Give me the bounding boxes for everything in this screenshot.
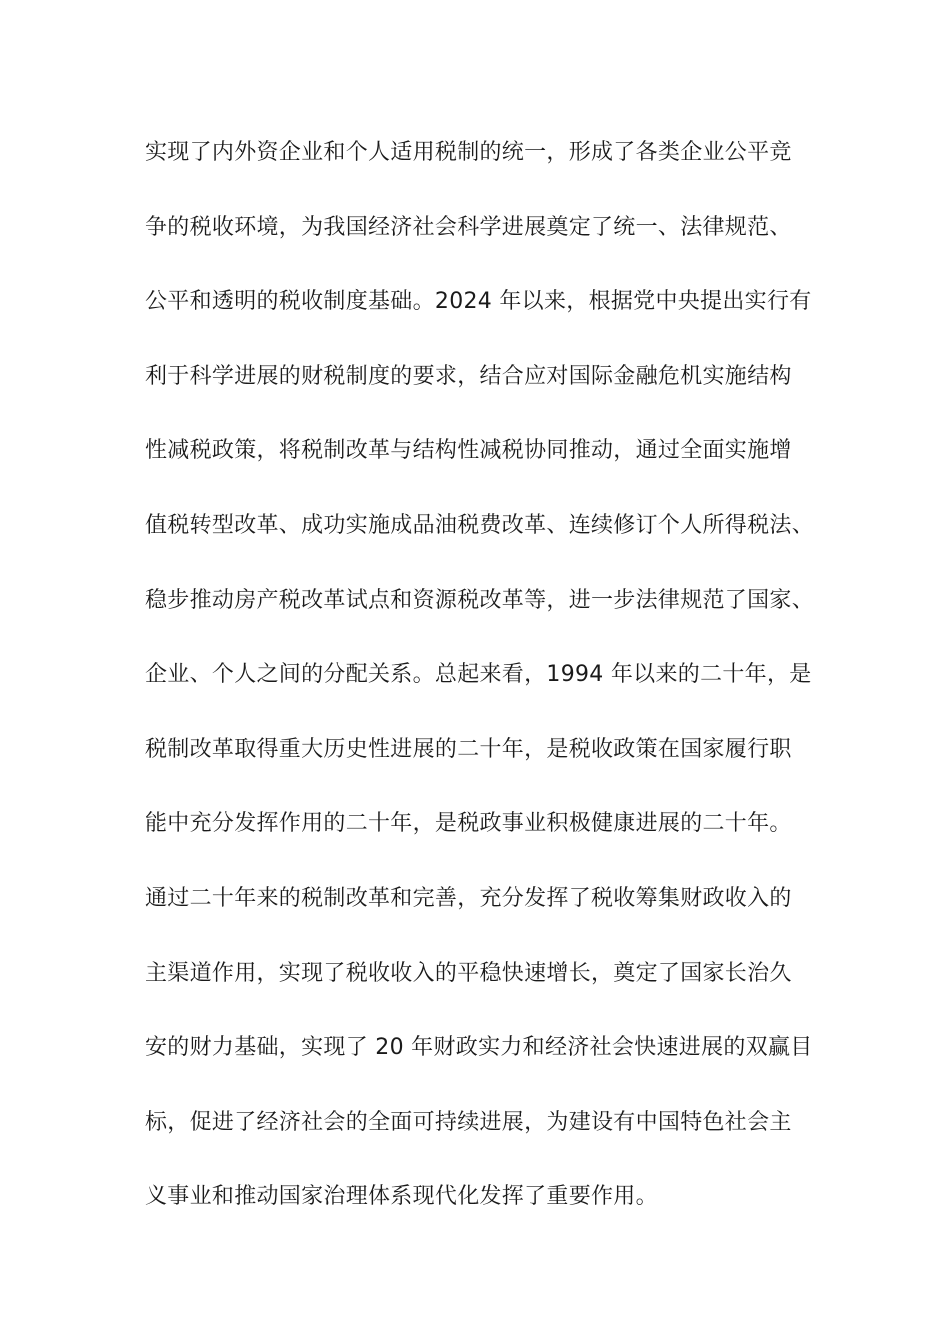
text-line-1: 实现了内外资企业和个人适用税制的统一，形成了各类企业公平竞	[145, 140, 792, 165]
text-line-12: 主渠道作用，实现了税收收入的平稳快速增长，奠定了国家长治久	[145, 960, 792, 986]
text-line-11: 通过二十年来的税制改革和完善，充分发挥了税收筹集财政收入的	[145, 885, 792, 911]
text-line-4: 利于科学进展的财税制度的要求，结合应对国际金融危机实施结构	[145, 363, 792, 389]
text-line-2: 争的税收环境，为我国经济社会科学进展奠定了统一、法律规范、	[145, 214, 792, 240]
text-line-3: 公平和透明的税收制度基础。2024 年以来，根据党中央提出实行有	[145, 289, 812, 315]
body-paragraph	[145, 128, 825, 1247]
text-line-14: 标，促进了经济社会的全面可持续进展，为建设有中国特色社会主	[145, 1109, 792, 1135]
text-line-10: 能中充分发挥作用的二十年，是税政事业积极健康进展的二十年。	[145, 811, 792, 837]
text-line-5: 性减税政策，将税制改革与结构性减税协同推动，通过全面实施增	[145, 438, 792, 464]
text-line-9: 税制改革取得重大历史性进展的二十年，是税收政策在国家履行职	[145, 736, 792, 762]
text-line-13: 安的财力基础，实现了 20 年财政实力和经济社会快速进展的双赢目	[145, 1035, 813, 1061]
text-line-6: 值税转型改革、成功实施成品油税费改革、连续修订个人所得税法、	[145, 512, 815, 538]
text-line-8: 企业、个人之间的分配关系。总起来看，1994 年以来的二十年，是	[145, 662, 812, 688]
text-line-15: 义事业和推动国家治理体系现代化发挥了重要作用。	[145, 1184, 658, 1210]
text-line-7: 稳步推动房产税改革试点和资源税改革等，进一步法律规范了国家、	[145, 587, 815, 613]
